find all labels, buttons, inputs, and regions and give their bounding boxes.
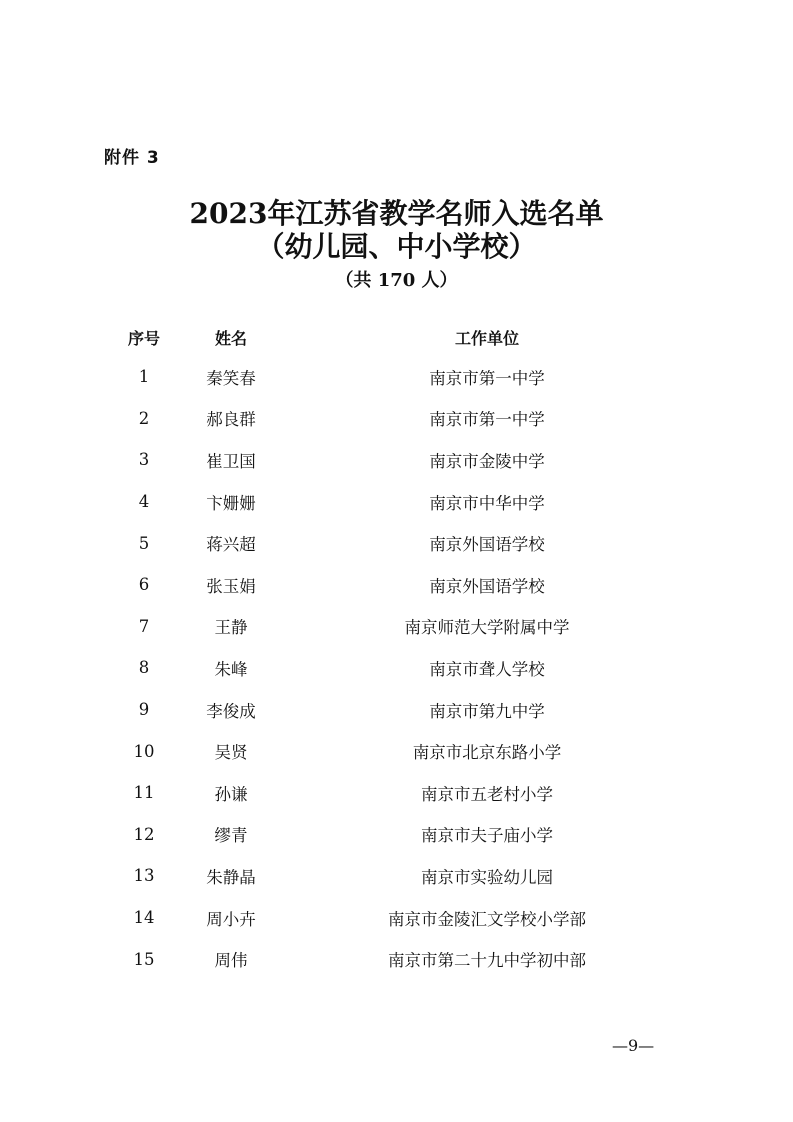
total-count: （共 170 人） (335, 270, 458, 291)
row-index: 6 (138, 575, 150, 595)
row-name: 朱峰 (214, 659, 248, 679)
row-name: 吴贤 (214, 743, 248, 763)
row-name: 李俊成 (206, 701, 256, 721)
attachment-label: 附件 3 (104, 148, 160, 168)
row-name: 周伟 (214, 951, 248, 971)
table-row (95, 897, 705, 939)
table-row (95, 855, 705, 897)
table-row (95, 564, 705, 606)
row-index: 14 (133, 908, 155, 928)
row-name: 崔卫国 (206, 451, 256, 471)
row-unit: 南京市第九中学 (429, 701, 545, 721)
row-index: 15 (133, 949, 155, 969)
header-unit: 工作单位 (454, 328, 519, 348)
row-index: 2 (138, 408, 150, 428)
row-index: 9 (138, 700, 150, 720)
row-unit: 南京市第二十九中学初中部 (388, 951, 586, 971)
row-name: 张玉娟 (206, 576, 256, 596)
row-name: 秦笑春 (206, 368, 256, 388)
table-row (95, 481, 705, 523)
table-header-row (95, 318, 705, 356)
row-index: 4 (138, 492, 150, 512)
page-number: —9— (612, 1036, 655, 1055)
row-name: 蒋兴超 (206, 535, 256, 555)
document-title: 2023年江苏省教学名师入选名单 (189, 197, 604, 230)
row-unit: 南京市金陵中学 (429, 451, 545, 471)
row-name: 缪青 (214, 826, 248, 846)
row-unit: 南京外国语学校 (429, 535, 545, 555)
table-row (95, 606, 705, 648)
table-row (95, 439, 705, 481)
row-name: 卞姗姗 (206, 493, 256, 513)
row-index: 12 (133, 824, 155, 844)
table-row (95, 772, 705, 814)
row-index: 1 (138, 367, 150, 387)
row-unit: 南京市夫子庙小学 (421, 826, 553, 846)
row-unit: 南京市第一中学 (429, 410, 545, 430)
row-index: 7 (138, 616, 150, 636)
row-unit: 南京市中华中学 (429, 493, 545, 513)
row-unit: 南京市第一中学 (429, 368, 545, 388)
table-row (95, 730, 705, 772)
row-index: 11 (133, 783, 155, 803)
document-subtitle: （幼儿园、中小学校） (256, 230, 537, 263)
teacher-roster-table (95, 318, 705, 980)
row-unit: 南京市北京东路小学 (412, 743, 562, 763)
row-index: 13 (133, 866, 155, 886)
table-row (95, 356, 705, 398)
table-row (95, 647, 705, 689)
row-index: 5 (138, 533, 150, 553)
row-unit: 南京市五老村小学 (421, 784, 553, 804)
row-unit: 南京市金陵汇文学校小学部 (388, 909, 586, 929)
row-index: 10 (133, 741, 155, 761)
row-name: 朱静晶 (206, 867, 256, 887)
row-unit: 南京市聋人学校 (429, 659, 545, 679)
row-index: 3 (138, 450, 150, 470)
table-body (95, 356, 705, 980)
row-name: 周小卉 (206, 909, 256, 929)
row-name: 郝良群 (206, 410, 256, 430)
table-row (95, 522, 705, 564)
row-name: 王静 (214, 618, 248, 638)
row-unit: 南京市实验幼儿园 (421, 867, 553, 887)
row-name: 孙谦 (214, 784, 248, 804)
row-index: 8 (138, 658, 150, 678)
table-row (95, 398, 705, 440)
table-row (95, 689, 705, 731)
table-row (95, 938, 705, 980)
header-name: 姓名 (214, 328, 247, 348)
header-index: 序号 (127, 328, 160, 348)
table-row (95, 814, 705, 856)
row-unit: 南京师范大学附属中学 (404, 618, 570, 638)
row-unit: 南京外国语学校 (429, 576, 545, 596)
